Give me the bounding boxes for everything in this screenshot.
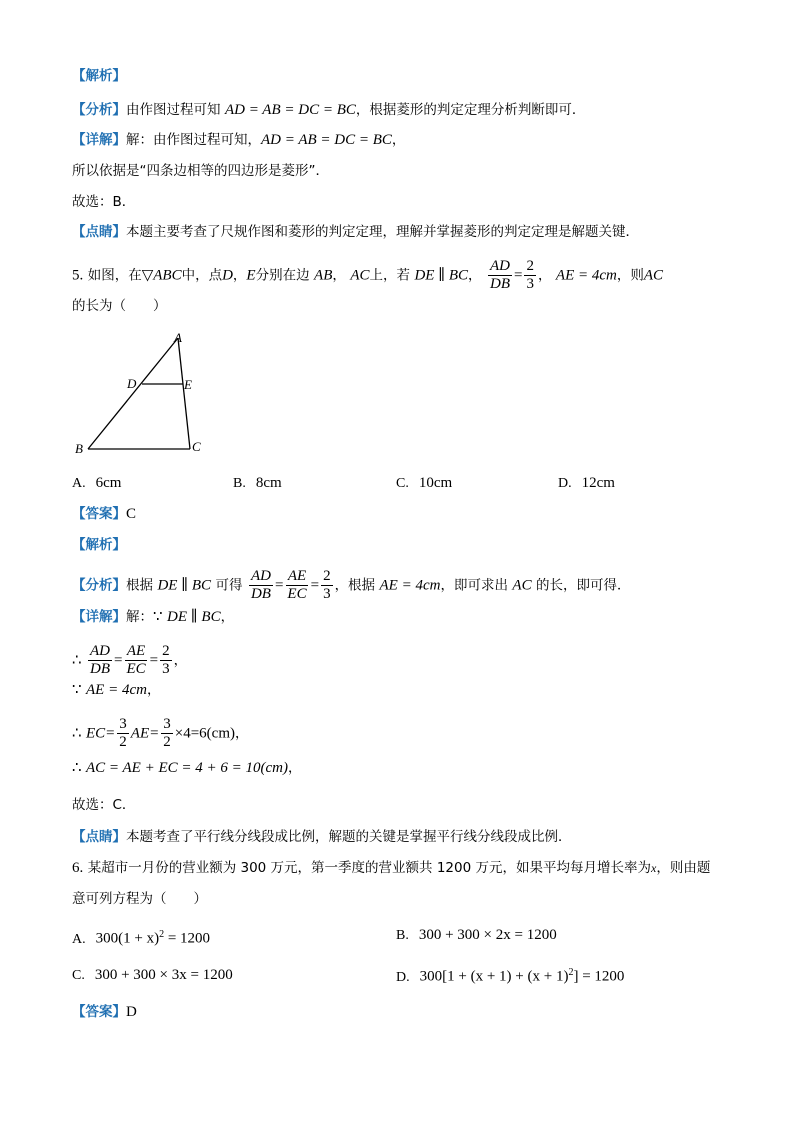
numerator: AE — [126, 643, 146, 659]
fraction — [124, 643, 147, 678]
text: ， — [537, 267, 552, 284]
denominator: DB — [90, 661, 110, 677]
option-value: 6cm — [95, 475, 122, 491]
math: AE = 4cm — [555, 267, 617, 284]
text: 上，若 — [369, 267, 410, 284]
q6-answer-line — [72, 1002, 137, 1022]
denominator: 3 — [526, 276, 534, 292]
analysis-tag: 【分析】 — [72, 102, 126, 118]
equals: = — [114, 652, 123, 669]
math: AE= — [130, 725, 160, 742]
numerator: 2 — [526, 258, 534, 274]
q6-option-d[interactable] — [396, 963, 624, 988]
option-exponent: 2 — [159, 929, 165, 940]
numerator: 3 — [119, 716, 127, 732]
label-c: C — [192, 439, 201, 454]
because-symbol: ∵ — [153, 609, 163, 625]
analysis-tag: 【分析】 — [72, 577, 126, 594]
prev-basis-line: 所以依据是“四条边相等的四边形是菱形”． — [72, 163, 329, 179]
answer-value: D — [126, 1004, 137, 1020]
q5-stem-line-2: 的长为（ ） — [72, 298, 167, 314]
fraction — [321, 568, 333, 603]
prev-analysis-line — [72, 100, 585, 120]
detail-tag: 【详解】 — [72, 132, 126, 148]
text: 根据 — [126, 577, 153, 594]
q6-stem-line-2: 意可列方程为（ ） — [72, 891, 207, 907]
question-number: 5. — [72, 267, 84, 284]
because-symbol: ∵ — [72, 682, 82, 698]
text: ， — [332, 267, 346, 284]
numerator: AD — [90, 643, 110, 659]
math: ×4=6(cm) — [174, 725, 235, 742]
denominator: EC — [126, 661, 146, 677]
text: 由作图过程可知 — [126, 102, 221, 118]
fraction — [249, 568, 273, 603]
text: ， — [232, 267, 247, 284]
q5-comment-line — [72, 827, 572, 847]
q5-analysis-heading: 【解析】 — [72, 537, 126, 553]
q5-option-c[interactable] — [396, 473, 452, 494]
q5-detail-line-4 — [72, 716, 248, 751]
text: 的长，即可得． — [536, 577, 631, 594]
option-value: 300(1 + x) — [95, 930, 160, 947]
fraction — [117, 716, 129, 751]
fraction — [488, 258, 512, 293]
text: 解：由作图过程可知， — [126, 132, 261, 148]
side-ac — [178, 338, 190, 449]
text: 中，点 — [181, 267, 223, 284]
label-e: E — [184, 377, 192, 392]
q6-stem-line-1 — [72, 858, 710, 878]
comment-tag: 【点睛】 — [72, 224, 126, 240]
q5-option-b[interactable] — [233, 473, 282, 494]
option-letter: C. — [396, 476, 409, 491]
text: 某超市一月份的营业额为 300 万元，第一季度的营业额共 1200 万元，如果平均每月增长率为 — [87, 860, 651, 876]
prev-comment-line — [72, 222, 639, 242]
text: ， — [173, 652, 188, 669]
math: E — [246, 267, 256, 284]
equals: = — [310, 577, 320, 594]
text: 解： — [126, 609, 153, 625]
text: ， — [391, 132, 406, 148]
option-tail: ] = 1200 — [573, 968, 625, 985]
numerator: AD — [250, 568, 271, 584]
math: DE ∥ BC — [414, 267, 469, 284]
fraction — [285, 568, 308, 603]
text: 如图，在 — [87, 267, 142, 284]
text: 分别在边 — [255, 267, 310, 284]
q5-option-a[interactable] — [72, 473, 121, 494]
answer-tag: 【答案】 — [72, 1004, 126, 1020]
question-number: 6. — [72, 860, 84, 876]
text: ，根据菱形的判定定理分析判断即可． — [355, 102, 586, 118]
fraction — [88, 643, 112, 678]
q5-detail-line-1 — [72, 607, 234, 627]
text: ，根据 — [334, 577, 376, 594]
text: ，则由题 — [656, 860, 711, 876]
option-tail: = 1200 — [164, 930, 211, 947]
q5-stem-line-1 — [72, 258, 663, 293]
option-letter: C. — [72, 968, 85, 983]
prev-detail-line — [72, 130, 405, 150]
label-a: A — [174, 330, 182, 345]
q5-detail-line-2 — [72, 643, 187, 678]
math: AB — [314, 267, 333, 284]
side-ab — [88, 338, 178, 449]
math: AC — [512, 577, 532, 594]
math: AC — [350, 267, 370, 284]
numerator: 3 — [163, 716, 171, 732]
option-value: 300[1 + (x + 1) + (x + 1) — [419, 968, 569, 985]
option-letter: A. — [72, 476, 86, 491]
math: AD = AB = DC = BC — [224, 102, 356, 118]
math: x — [651, 861, 657, 875]
text: ， — [146, 682, 161, 698]
math: DE ∥ BC — [167, 609, 221, 625]
numerator: 2 — [162, 643, 170, 659]
denominator: 3 — [162, 661, 170, 677]
label-b: B — [75, 441, 83, 456]
option-exponent: 2 — [568, 967, 574, 978]
math: AD = AB = DC = BC — [261, 132, 392, 148]
equals: = — [149, 652, 159, 669]
label-d: D — [127, 376, 137, 391]
equals: = — [514, 267, 523, 284]
q5-answer-line — [72, 504, 136, 524]
q6-option-b[interactable] — [396, 925, 557, 946]
math: DE ∥ BC — [157, 577, 212, 594]
q5-analysis-line — [72, 568, 631, 603]
denominator: EC — [287, 586, 307, 602]
math: AE = 4cm — [379, 577, 441, 594]
option-value: 10cm — [418, 475, 453, 491]
analysis-heading: 【解析】 — [72, 68, 126, 84]
math: AC = AE + EC = 4 + 6 = 10(cm) — [86, 760, 288, 776]
numerator: AD — [490, 258, 510, 274]
answer-value: C — [126, 506, 137, 522]
math: AC — [643, 267, 664, 284]
option-value: 300 + 300 × 3x = 1200 — [94, 967, 233, 983]
math: D — [222, 267, 233, 284]
option-value: 12cm — [581, 475, 615, 491]
triangle-figure — [70, 328, 210, 458]
option-letter: D. — [396, 969, 410, 985]
q5-detail-line-3 — [72, 680, 160, 700]
fraction — [160, 643, 172, 678]
option-letter: A. — [72, 931, 86, 947]
answer-tag: 【答案】 — [72, 506, 126, 522]
comment-tag: 【点睛】 — [72, 829, 126, 845]
text: ， — [234, 725, 249, 742]
prev-answer-line: 故选：B． — [72, 194, 136, 210]
option-letter: D. — [558, 476, 572, 491]
text: 本题主要考查了尺规作图和菱形的判定定理，理解并掌握菱形的判定定理是解题关键． — [126, 224, 639, 240]
text: ，即可求出 — [440, 577, 508, 594]
option-letter: B. — [396, 928, 409, 943]
therefore-symbol: ∴ — [72, 760, 82, 776]
denominator: 2 — [119, 734, 127, 750]
numerator: 2 — [323, 568, 331, 584]
therefore-symbol: ∴ — [72, 652, 82, 669]
text: ， — [220, 609, 235, 625]
math: ▽ABC — [141, 267, 182, 284]
equals: = — [274, 577, 284, 594]
option-value: 300 + 300 × 2x = 1200 — [418, 927, 557, 943]
text: 可得 — [215, 577, 243, 594]
text: ， — [468, 267, 482, 284]
text: 本题考查了平行线分线段成比例，解题的关键是掌握平行线分线段成比例． — [126, 829, 572, 845]
denominator: DB — [250, 586, 271, 602]
text: ，则 — [616, 267, 644, 284]
numerator: AE — [287, 568, 307, 584]
option-value: 8cm — [255, 475, 282, 491]
therefore-symbol: ∴ — [72, 725, 82, 742]
math: EC= — [86, 725, 116, 742]
detail-tag: 【详解】 — [72, 609, 126, 625]
fraction — [524, 258, 536, 293]
q6-option-a[interactable] — [72, 925, 210, 950]
denominator: 3 — [323, 586, 331, 602]
text: ， — [287, 760, 302, 776]
math: AE = 4cm — [86, 682, 147, 698]
fraction — [161, 716, 173, 751]
denominator: 2 — [163, 734, 171, 750]
q6-option-c[interactable] — [72, 965, 233, 986]
q5-option-d[interactable] — [558, 473, 615, 494]
denominator: DB — [490, 276, 510, 292]
q5-answer-choice: 故选：C． — [72, 797, 136, 813]
option-letter: B. — [233, 476, 246, 491]
q5-detail-line-5 — [72, 758, 301, 778]
